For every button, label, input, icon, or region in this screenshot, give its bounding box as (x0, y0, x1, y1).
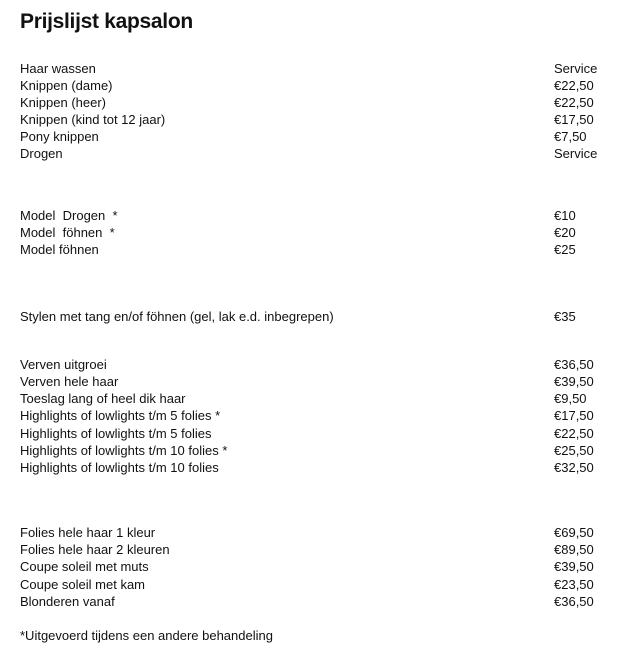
price-row (20, 241, 600, 258)
service-label: Folies hele haar 2 kleuren (20, 542, 170, 557)
service-price: €35 (554, 309, 576, 324)
service-price: Service (554, 61, 598, 76)
price-row (20, 224, 600, 241)
footnote: *Uitgevoerd tijdens een andere behandeling (20, 628, 273, 643)
price-row (20, 576, 600, 593)
service-price: €39,50 (554, 559, 594, 574)
price-row (20, 407, 600, 424)
price-row (20, 524, 600, 541)
service-price: €9,50 (554, 391, 587, 406)
service-label: Highlights of lowlights t/m 5 folies * (20, 408, 221, 423)
service-price: €69,50 (554, 525, 594, 540)
service-label: Highlights of lowlights t/m 5 folies (20, 426, 212, 441)
service-label: Blonderen vanaf (20, 594, 115, 609)
price-row (20, 207, 600, 224)
price-row (20, 308, 600, 325)
price-row (20, 111, 600, 128)
service-price: €20 (554, 225, 576, 240)
price-row (20, 442, 600, 459)
price-row (20, 558, 600, 575)
service-label: Model föhnen * (20, 225, 115, 240)
price-row (20, 459, 600, 476)
service-price: Service (554, 146, 598, 161)
service-label: Highlights of lowlights t/m 10 folies * (20, 443, 228, 458)
service-label: Model föhnen (20, 242, 99, 257)
service-label: Stylen met tang en/of föhnen (gel, lak e.d. inbegrepen) (20, 309, 334, 324)
service-price: €7,50 (554, 129, 587, 144)
service-label: Knippen (kind tot 12 jaar) (20, 112, 166, 127)
service-price: €89,50 (554, 542, 594, 557)
service-label: Pony knippen (20, 129, 99, 144)
price-row (20, 77, 600, 94)
price-row (20, 390, 600, 407)
service-price: €32,50 (554, 460, 594, 475)
service-label: Coupe soleil met muts (20, 559, 149, 574)
service-label: Knippen (heer) (20, 95, 106, 110)
service-price: €22,50 (554, 426, 594, 441)
price-row (20, 541, 600, 558)
service-label: Toeslag lang of heel dik haar (20, 391, 186, 406)
price-row (20, 593, 600, 610)
service-label: Coupe soleil met kam (20, 577, 145, 592)
price-row (20, 145, 600, 162)
service-label: Knippen (dame) (20, 78, 113, 93)
service-price: €17,50 (554, 112, 594, 127)
service-price: €22,50 (554, 95, 594, 110)
service-label: Verven hele haar (20, 374, 119, 389)
service-price: €23,50 (554, 577, 594, 592)
service-price: €10 (554, 208, 576, 223)
price-row (20, 94, 600, 111)
price-row (20, 356, 600, 373)
service-price: €36,50 (554, 594, 594, 609)
service-label: Haar wassen (20, 61, 96, 76)
price-row (20, 425, 600, 442)
service-label: Highlights of lowlights t/m 10 folies (20, 460, 219, 475)
service-label: Drogen (20, 146, 63, 161)
service-price: €25 (554, 242, 576, 257)
service-price: €36,50 (554, 357, 594, 372)
price-row (20, 60, 600, 77)
price-row (20, 128, 600, 145)
service-label: Verven uitgroei (20, 357, 107, 372)
service-price: €17,50 (554, 408, 594, 423)
service-price: €25,50 (554, 443, 594, 458)
page-title: Prijslijst kapsalon (20, 10, 193, 33)
service-label: Model Drogen * (20, 208, 118, 223)
price-row (20, 373, 600, 390)
service-price: €39,50 (554, 374, 594, 389)
service-price: €22,50 (554, 78, 594, 93)
service-label: Folies hele haar 1 kleur (20, 525, 156, 540)
